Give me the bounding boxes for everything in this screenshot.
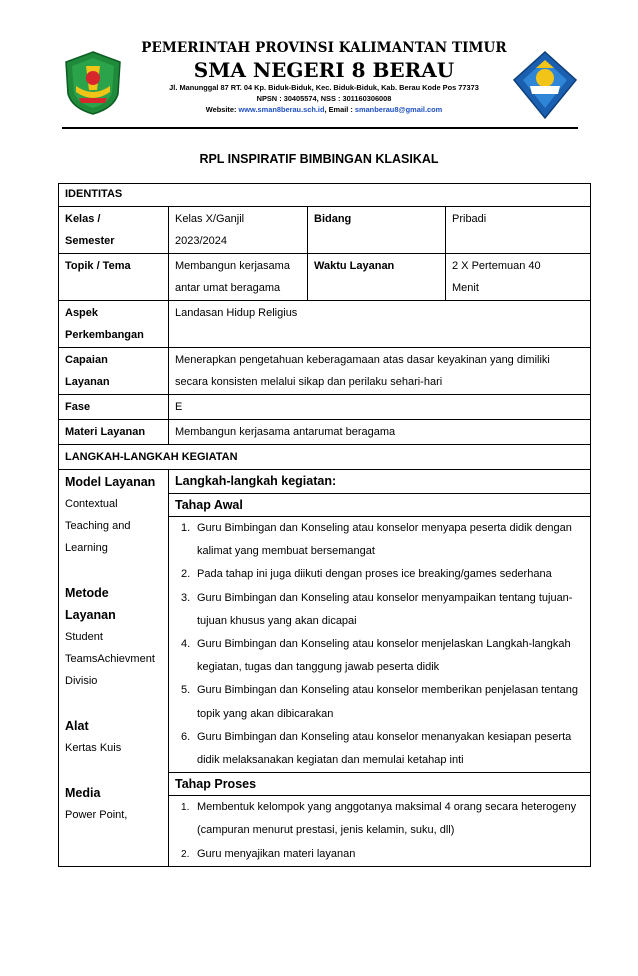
awal-step: Guru Bimbingan dan Konseling atau konselor menyampaikan tentang tujuan- tujuan khusus yang akan dicapai [197, 591, 573, 627]
alat-label: Alat [65, 719, 89, 733]
fase-row [59, 395, 591, 420]
bidang-value: Pribadi [446, 207, 591, 254]
metode-value-1: Student [65, 631, 103, 643]
tahap-awal-steps [169, 516, 590, 772]
kelas-label: Kelas / Semester [59, 207, 169, 254]
aspek-label: Aspek Perkembangan [59, 301, 169, 348]
langkah-heading-row [59, 445, 591, 470]
topik-value: Membangun kerjasama antar umat beragama [169, 254, 308, 301]
email-link[interactable]: smanberau8@gmail.com [354, 105, 443, 114]
topik-row [59, 254, 591, 301]
media-label: Media [65, 786, 101, 800]
identitas-row [59, 184, 591, 207]
materi-value: Membangun kerjasama antarumat beragama [169, 420, 591, 445]
metode-label-2: Layanan [65, 608, 116, 622]
materi-label: Materi Layanan [59, 420, 169, 445]
tahap-proses-steps [169, 795, 590, 866]
tahap-proses-heading: Tahap Proses [169, 772, 590, 795]
steps-heading: Langkah-langkah kegiatan: [175, 474, 337, 488]
fase-value: E [169, 395, 591, 420]
school-name: SMA NEGERI 8 BERAU [193, 58, 455, 82]
tahap-awal-heading: Tahap Awal [169, 493, 590, 516]
kelas-value: Kelas X/Ganjil 2023/2024 [169, 207, 308, 254]
website-label: Website: [205, 105, 239, 114]
rpl-table [58, 183, 591, 867]
letterhead-rule [62, 127, 578, 129]
awal-step: Guru Bimbingan dan Konseling atau konselor menanyakan kesiapan peserta didik melaksanakan kegiatan dan memulai ketahap inti [197, 730, 572, 767]
aspek-value: Landasan Hidup Religius [169, 301, 591, 348]
school-emblem-icon [512, 50, 578, 120]
awal-step: Guru Bimbingan dan Konseling atau konselor menjelaskan Langkah-langkah kegiatan, tugas dan tanggung jawab peserta didik [197, 638, 571, 674]
awal-step: Pada tahap ini juga diikuti dengan proses ice breaking/games sederhana [197, 568, 552, 581]
langkah-body-row [59, 470, 591, 867]
proses-step: Membentuk kelompok yang anggotanya maksimal 4 orang secara heterogeny (campuran menurut prestasi, jenis kelamin, suku, dll) [197, 801, 577, 837]
aspek-row [59, 301, 591, 348]
email-label: , Email : [324, 105, 355, 114]
model-label: Model Layanan [65, 475, 156, 489]
proses-step-list [175, 796, 584, 866]
method-column [59, 470, 169, 867]
school-address: Jl. Manunggal 87 RT. 04 Kp. Biduk-Biduk, Kec. Biduk-Biduk, Kab. Berau Kode Pos 77373 [169, 83, 479, 92]
waktu-label: Waktu Layanan [308, 254, 446, 301]
letterhead-text [140, 40, 508, 115]
alat-value: Kertas Kuis [65, 742, 122, 754]
website-link[interactable]: www.sman8berau.sch.id [238, 105, 325, 114]
identitas-heading: IDENTITAS [59, 184, 591, 207]
school-npsn: NPSN : 30405574, NSS : 301160306008 [256, 94, 392, 103]
fase-label: Fase [59, 395, 169, 420]
document-title: RPL INSPIRATIF BIMBINGAN KLASIKAL [199, 152, 439, 166]
east-kalimantan-emblem-icon [62, 50, 124, 116]
province-name: PEMERINTAH PROVINSI KALIMANTAN TIMUR [141, 40, 507, 56]
letterhead [0, 0, 638, 132]
capaian-label: Capaian Layanan [59, 348, 169, 395]
bidang-label: Bidang [308, 207, 446, 254]
metode-label-1: Metode [65, 586, 109, 600]
proses-step: Guru menyajikan materi layanan [197, 847, 356, 860]
school-contact [140, 104, 508, 115]
model-value-3: Learning [65, 542, 108, 554]
model-value-2: Teaching and [65, 520, 131, 532]
metode-value-2: TeamsAchievment [65, 653, 155, 665]
capaian-row [59, 348, 591, 395]
media-value: Power Point, [65, 809, 128, 821]
capaian-value: Menerapkan pengetahuan keberagamaan atas dasar keyakinan yang dimiliki secara konsisten melalui sikap dan perilaku sehari-hari [169, 348, 591, 395]
kelas-row [59, 207, 591, 254]
model-value-1: Contextual [65, 498, 118, 510]
langkah-heading: LANGKAH-LANGKAH KEGIATAN [59, 445, 591, 470]
waktu-value: 2 X Pertemuan 40 Menit [446, 254, 591, 301]
steps-column [169, 470, 591, 867]
awal-step: Guru Bimbingan dan Konseling atau konselor menyapa peserta didik dengan kalimat yang membuat bersemangat [197, 522, 572, 558]
topik-label: Topik / Tema [59, 254, 169, 301]
metode-value-3: Divisio [65, 675, 98, 687]
materi-row [59, 420, 591, 445]
awal-step: Guru Bimbingan dan Konseling atau konselor memberikan penjelasan tentang topik yang akan dibicarakan [197, 684, 578, 720]
awal-step-list [175, 517, 584, 772]
